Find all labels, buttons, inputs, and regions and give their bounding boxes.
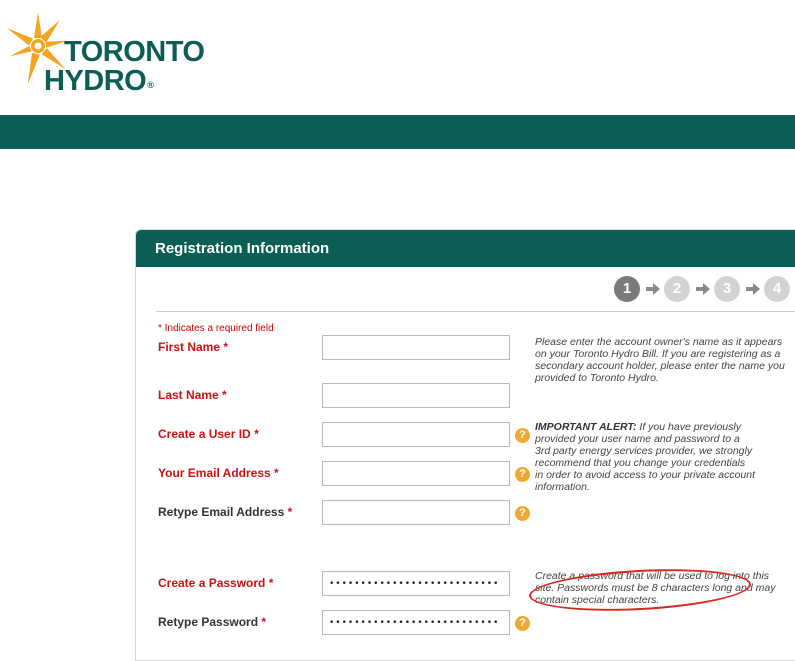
logo-text-hydro: HYDRO® [44,65,154,97]
help-icon[interactable]: ? [515,506,530,521]
retype-password-label: Retype Password * [158,615,267,629]
panel-title: Registration Information [155,240,330,257]
password-input[interactable] [322,571,510,596]
last-name-input[interactable] [322,383,510,408]
step-3: 3 [714,276,740,302]
step-2: 2 [664,276,690,302]
required-field-note: * Indicates a required field [158,323,274,334]
name-instructions: Please enter the account owner's name as it appears on your Toronto Hydro Bill. If you are registering as a secondary account holder, please enter the name you provided to Toronto Hydro. [535,336,785,384]
panel-header [136,230,795,267]
help-icon[interactable]: ? [515,467,530,482]
registered-mark: ® [147,80,154,90]
first-name-input[interactable] [322,335,510,360]
user-id-input[interactable] [322,422,510,447]
email-input[interactable] [322,461,510,486]
arrow-right-icon [696,283,710,295]
divider [156,311,795,312]
important-alert: IMPORTANT ALERT: If you have previously provided your user name and password to a 3rd party energy services provider, we strongly recommend that you change your credentials in order to avoid access to your private account information. [535,421,756,493]
help-icon[interactable]: ? [515,428,530,443]
retype-email-input[interactable] [322,500,510,525]
registration-panel [135,229,795,661]
password-label: Create a Password * [158,576,274,590]
step-1-active: 1 [614,276,640,302]
first-name-label: First Name * [158,340,229,354]
top-navigation-bar [0,115,795,149]
password-instructions: Create a password that will be used to log into this site. Passwords must be 8 characters long and may contain special characters. [535,570,776,606]
arrow-right-icon [746,283,760,295]
help-icon[interactable]: ? [515,616,530,631]
retype-email-label: Retype Email Address * [158,505,293,519]
email-label: Your Email Address * [158,466,279,480]
step-4: 4 [764,276,790,302]
retype-password-input[interactable] [322,610,510,635]
toronto-hydro-logo[interactable] [8,8,218,97]
user-id-label: Create a User ID * [158,427,259,441]
arrow-right-icon [646,283,660,295]
logo-text-toronto: TORONTO [64,36,205,68]
last-name-label: Last Name * [158,388,227,402]
